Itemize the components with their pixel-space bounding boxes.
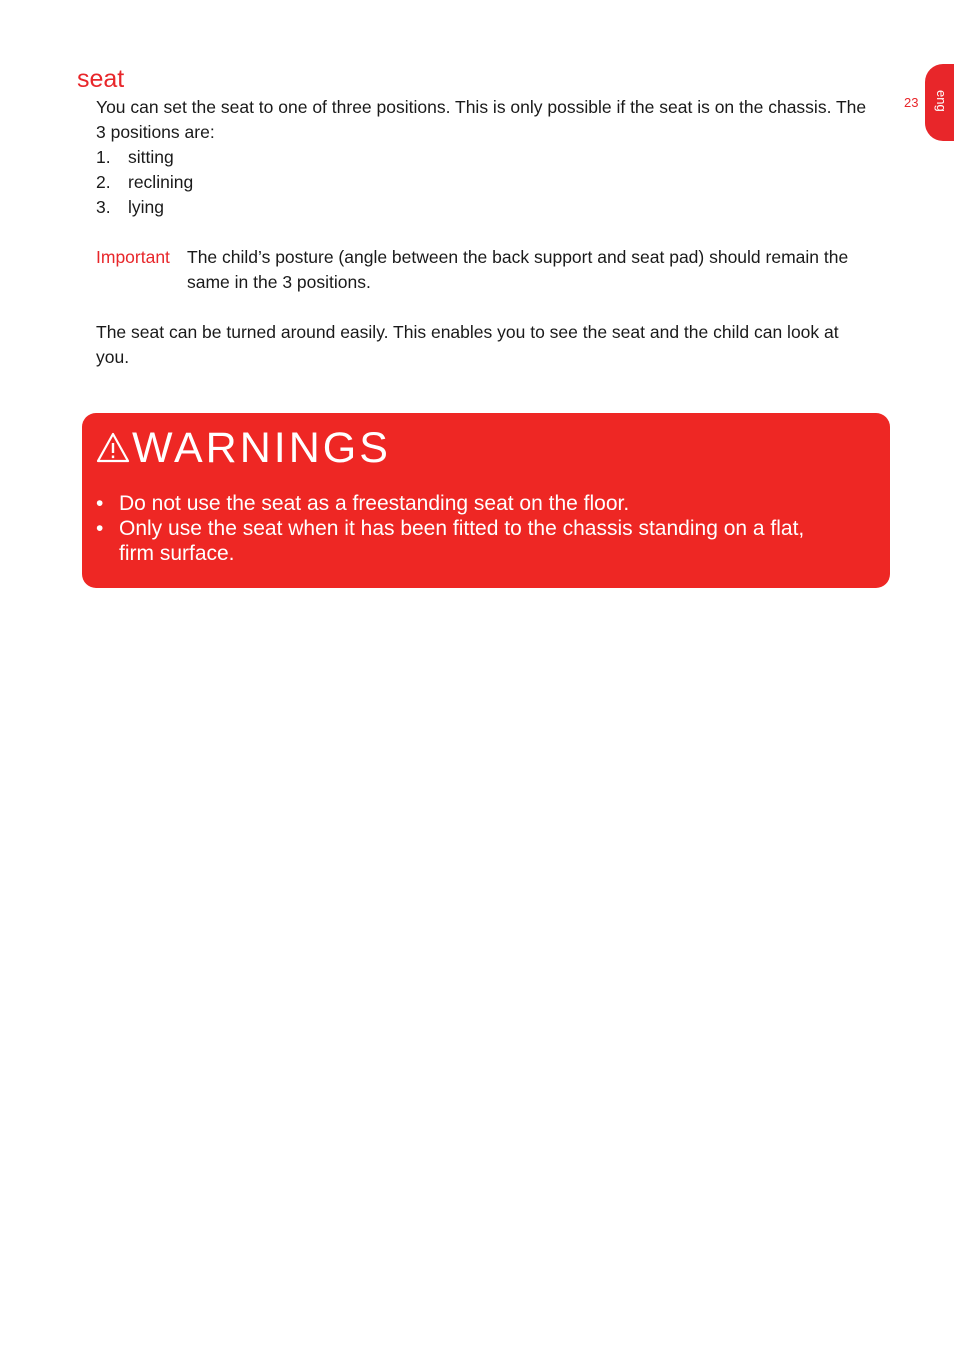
positions-list <box>96 145 193 220</box>
warning-item <box>96 491 836 516</box>
turn-paragraph: The seat can be turned around easily. This enables you to see the seat and the child can look at you. <box>96 322 839 367</box>
language-tab-label: eng <box>934 90 949 112</box>
warnings-list <box>96 491 836 566</box>
list-item <box>96 170 193 195</box>
list-item-label: sitting <box>128 147 174 167</box>
warnings-box <box>82 413 890 588</box>
list-item-number: 2. <box>96 172 111 192</box>
warnings-title: WARNINGS <box>132 424 391 472</box>
warnings-header <box>96 423 391 473</box>
list-item-label: reclining <box>128 172 194 192</box>
important-label: Important <box>96 247 170 267</box>
list-item <box>96 145 193 170</box>
list-item-label: lying <box>128 197 164 217</box>
page-number: 23 <box>904 95 919 110</box>
warning-item-text: Only use the seat when it has been fitted to the chassis standing on a flat, firm surface. <box>119 517 805 565</box>
list-item-number: 1. <box>96 147 111 167</box>
important-text: The child’s posture (angle between the back support and seat pad) should remain the same in the 3 positions. <box>187 247 849 292</box>
warning-item <box>96 516 836 566</box>
intro-paragraph: You can set the seat to one of three positions. This is only possible if the seat is on the chassis. The 3 positions are: <box>96 97 867 142</box>
list-item <box>96 195 193 220</box>
warning-item-text: Do not use the seat as a freestanding seat on the floor. <box>119 492 630 515</box>
bullet: • <box>96 492 104 515</box>
important-note <box>96 245 886 295</box>
language-tab <box>925 64 954 141</box>
warning-triangle-icon <box>96 431 130 465</box>
bullet: • <box>96 517 104 540</box>
list-item-number: 3. <box>96 197 111 217</box>
section-title: seat <box>77 65 125 93</box>
